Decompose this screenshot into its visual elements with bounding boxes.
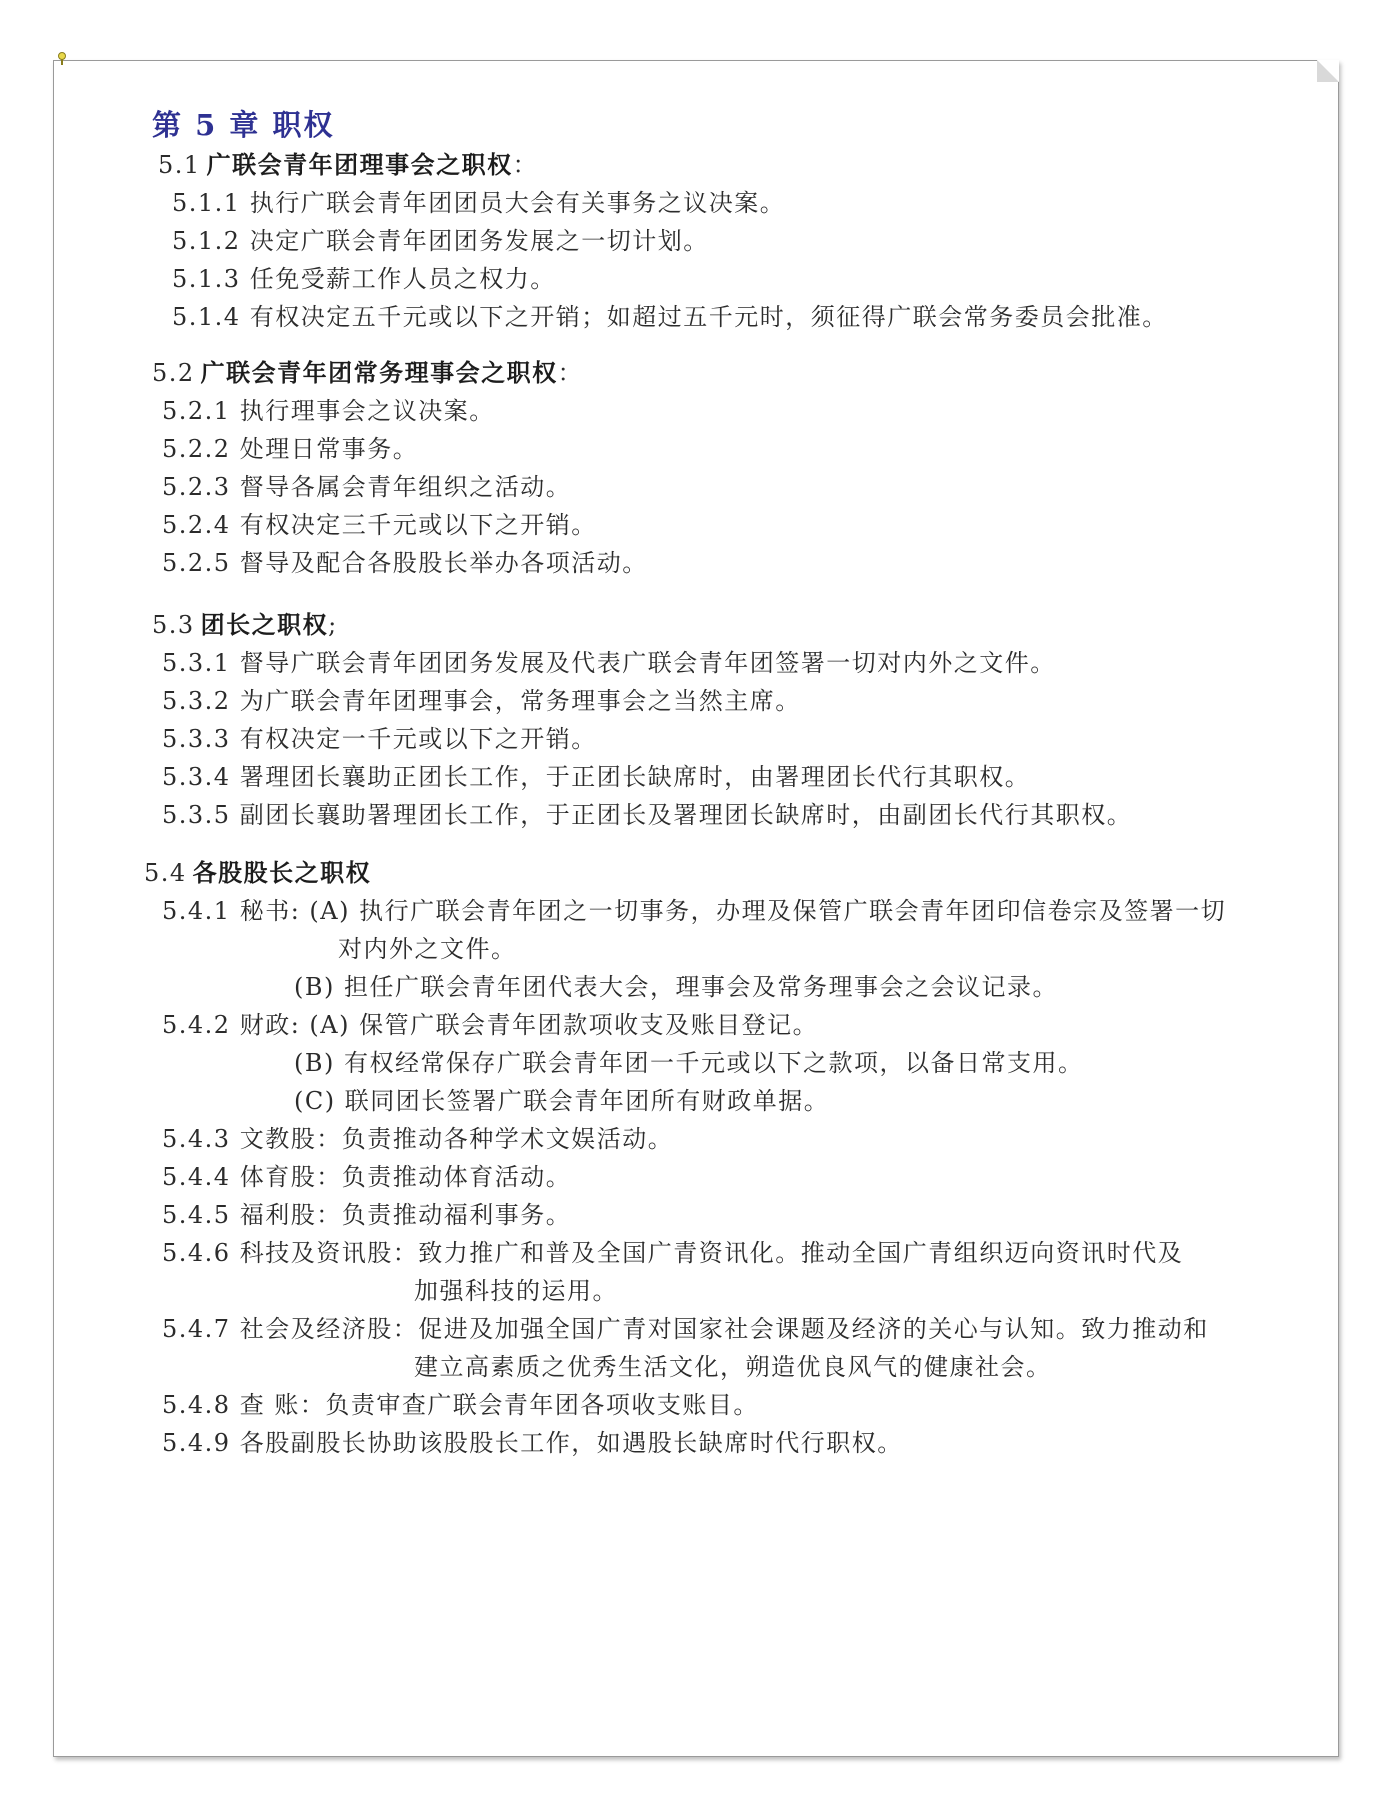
section-title: 各股股长之职权 bbox=[192, 858, 372, 887]
section-title: 广联会青年团常务理事会之职权 bbox=[200, 358, 558, 387]
section-punct: ： bbox=[512, 151, 539, 179]
section-number: 5.2 bbox=[152, 359, 195, 387]
clause-5-3-1: 5.3.1 督导广联会青年团团务发展及代表广联会青年团签署一切对内外之文件。 bbox=[162, 649, 1056, 677]
clause-5-4-7: 5.4.7 社会及经济股：促进及加强全国广青对国家社会课题及经济的关心与认知。致力推动和 bbox=[162, 1315, 1209, 1343]
clause-5-4-1-a-cont: 对内外之文件。 bbox=[338, 935, 517, 963]
section-number: 5.4 bbox=[144, 859, 187, 887]
clause-5-4-2-b: (B) 有权经常保存广联会青年团一千元或以下之款项，以备日常支用。 bbox=[294, 1049, 1084, 1077]
clause-5-2-1: 5.2.1 执行理事会之议决案。 bbox=[162, 397, 495, 425]
section-heading-5-3 bbox=[152, 610, 338, 640]
clause-5-4-1-b: (B) 担任广联会青年团代表大会，理事会及常务理事会之会议记录。 bbox=[294, 973, 1058, 1001]
clause-5-3-5: 5.3.5 副团长襄助署理团长工作，于正团长及署理团长缺席时，由副团长代行其职权。 bbox=[162, 801, 1133, 829]
clause-5-3-4: 5.3.4 署理团长襄助正团长工作，于正团长缺席时，由署理团长代行其职权。 bbox=[162, 763, 1031, 791]
clause-5-2-4: 5.2.4 有权决定三千元或以下之开销。 bbox=[162, 511, 597, 539]
section-punct: ： bbox=[557, 359, 584, 387]
section-punct: ; bbox=[328, 611, 338, 639]
clause-5-1-1: 5.1.1 执行广联会青年团团员大会有关事务之议决案。 bbox=[172, 189, 786, 217]
clause-5-4-7-cont: 建立高素质之优秀生活文化，朔造优良风气的健康社会。 bbox=[414, 1353, 1052, 1381]
clause-5-4-2-a: 5.4.2 财政: (A) 保管广联会青年团款项收支及账目登记。 bbox=[162, 1011, 819, 1039]
clause-5-4-8: 5.4.8 查 账：负责审查广联会青年团各项收支账目。 bbox=[162, 1391, 759, 1419]
section-heading-5-1 bbox=[158, 150, 538, 180]
clause-5-4-9: 5.4.9 各股副股长协助该股股长工作，如遇股长缺席时代行职权。 bbox=[162, 1429, 903, 1457]
clause-5-2-2: 5.2.2 处理日常事务。 bbox=[162, 435, 419, 463]
clause-5-4-6-cont: 加强科技的运用。 bbox=[414, 1277, 618, 1305]
clause-5-1-2: 5.1.2 决定广联会青年团团务发展之一切计划。 bbox=[172, 227, 709, 255]
clause-5-1-3: 5.1.3 任免受薪工作人员之权力。 bbox=[172, 265, 556, 293]
clause-5-2-3: 5.2.3 督导各属会青年组织之活动。 bbox=[162, 473, 572, 501]
clause-5-4-4: 5.4.4 体育股：负责推动体育活动。 bbox=[162, 1163, 572, 1191]
section-number: 5.3 bbox=[152, 611, 195, 639]
clause-5-4-3: 5.4.3 文教股：负责推动各种学术文娱活动。 bbox=[162, 1125, 674, 1153]
clause-5-4-6: 5.4.6 科技及资讯股：致力推广和普及全国广青资讯化。推动全国广青组织迈向资讯时代及 bbox=[162, 1239, 1184, 1267]
clause-5-3-3: 5.3.3 有权决定一千元或以下之开销。 bbox=[162, 725, 597, 753]
clause-5-4-1-a: 5.4.1 秘书: (A) 执行广联会青年团之一切事务，办理及保管广联会青年团印信卷宗及签署一切 bbox=[162, 897, 1227, 925]
clause-5-1-4: 5.1.4 有权决定五千元或以下之开销；如超过五千元时，须征得广联会常务委员会批准。 bbox=[172, 303, 1168, 331]
clause-5-3-2: 5.3.2 为广联会青年团理事会，常务理事会之当然主席。 bbox=[162, 687, 801, 715]
section-number: 5.1 bbox=[158, 151, 201, 179]
clause-5-2-5: 5.2.5 督导及配合各股股长举办各项活动。 bbox=[162, 549, 648, 577]
section-title: 团长之职权 bbox=[200, 610, 329, 639]
section-heading-5-2 bbox=[152, 358, 583, 388]
clause-5-4-2-c: (C) 联同团长签署广联会青年团所有财政单据。 bbox=[294, 1087, 830, 1115]
clause-5-4-5: 5.4.5 福利股：负责推动福利事务。 bbox=[162, 1201, 572, 1229]
section-title: 广联会青年团理事会之职权 bbox=[206, 150, 513, 179]
section-heading-5-4 bbox=[144, 858, 371, 888]
chapter-title: 第 5 章 职权 bbox=[152, 108, 335, 142]
